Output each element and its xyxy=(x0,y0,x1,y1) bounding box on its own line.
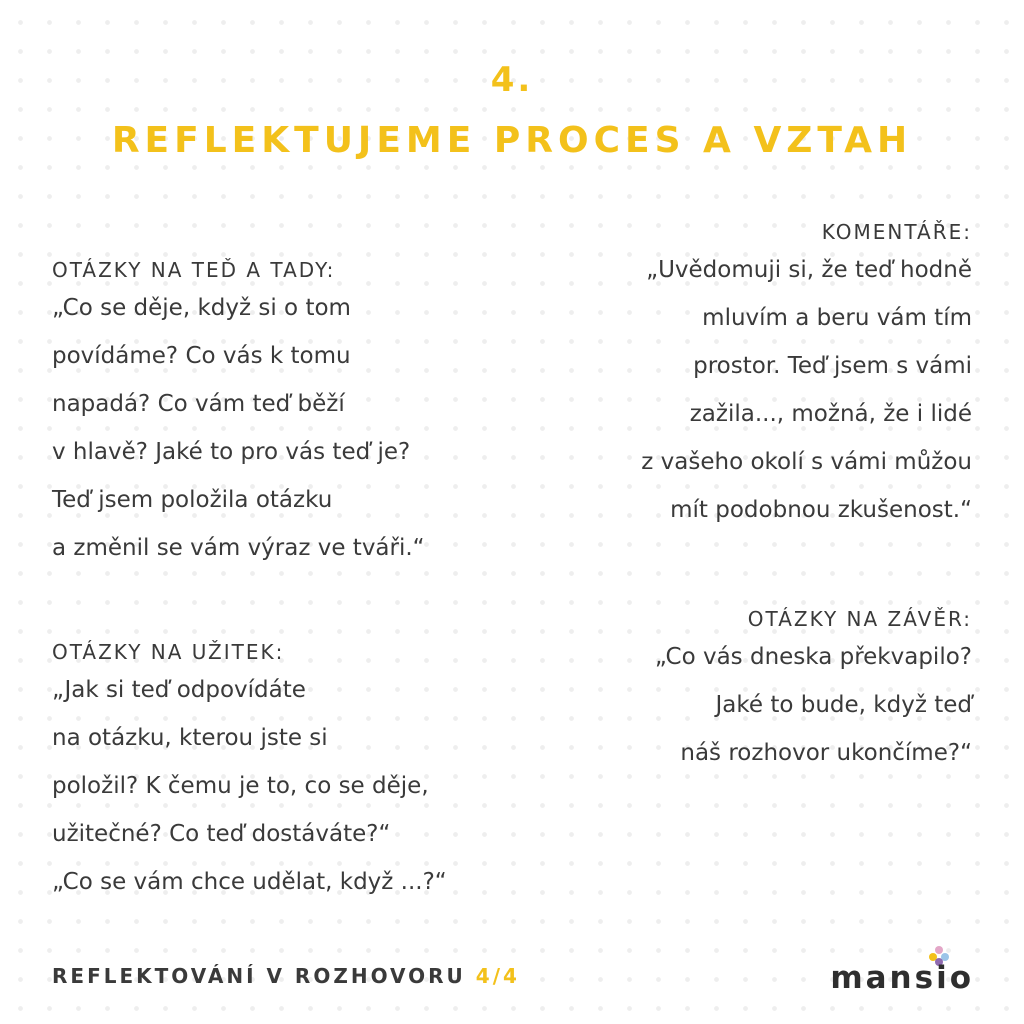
quote-line: mluvím a beru vám tím xyxy=(702,305,972,331)
quote-line: položil? K čemu je to, co se děje, xyxy=(52,773,429,799)
page-title: REFLEKTUJEME PROCES A VZTAH xyxy=(111,120,913,161)
quote-line: na otázku, kterou jste si xyxy=(52,725,328,751)
mansio-logo xyxy=(824,946,974,996)
quote-line: a změnil se vám výraz ve tváři.“ xyxy=(52,535,425,561)
section-closing xyxy=(655,607,972,777)
quote-line: povídáme? Co vás k tomu xyxy=(52,343,351,369)
page-title-number: 4. xyxy=(490,60,534,100)
quote-line: užitečné? Co teď dostáváte?“ xyxy=(52,821,391,847)
quote-line: mít podobnou zkušenost.“ xyxy=(670,497,972,523)
section-quote xyxy=(52,284,425,572)
quote-line: „Jak si teď odpovídáte xyxy=(52,677,306,703)
series-title: REFLEKTOVÁNÍ V ROZHOVORU xyxy=(52,964,466,988)
quote-line: „Co vás dneska překvapilo? xyxy=(654,644,972,670)
section-quote xyxy=(655,633,972,777)
section-comments xyxy=(641,220,972,534)
quote-line: zažila..., možná, že i lidé xyxy=(689,401,972,427)
quote-line: „Co se vám chce udělat, když ...?“ xyxy=(52,869,447,895)
quote-line: z vašeho okolí s vámi můžou xyxy=(641,449,972,475)
section-heading: OTÁZKY NA ZÁVĚR: xyxy=(747,607,972,631)
quote-line: „Co se děje, když si o tom xyxy=(52,295,351,321)
quote-line: „Uvědomuji si, že teď hodně xyxy=(646,257,972,283)
section-now-and-here xyxy=(52,258,425,572)
quote-line: náš rozhovor ukončíme?“ xyxy=(680,740,972,766)
quote-line: prostor. Teď jsem s vámi xyxy=(693,353,972,379)
logo-wordmark: mansio xyxy=(830,960,974,996)
footer-series-title xyxy=(52,964,520,988)
section-heading: KOMENTÁŘE: xyxy=(821,220,972,244)
section-quote xyxy=(641,246,972,534)
quote-line: napadá? Co vám teď běží xyxy=(52,391,345,417)
section-quote xyxy=(52,666,447,906)
quote-line: Jaké to bude, když teď xyxy=(715,692,972,718)
quote-line: v hlavě? Jaké to pro vás teď je? xyxy=(52,439,411,465)
section-heading: OTÁZKY NA UŽITEK: xyxy=(52,640,285,664)
section-heading: OTÁZKY NA TEĎ A TADY: xyxy=(52,258,336,282)
section-usefulness xyxy=(52,640,447,906)
quote-line: Teď jsem položila otázku xyxy=(52,487,333,513)
page-indicator: 4/4 xyxy=(475,964,520,988)
